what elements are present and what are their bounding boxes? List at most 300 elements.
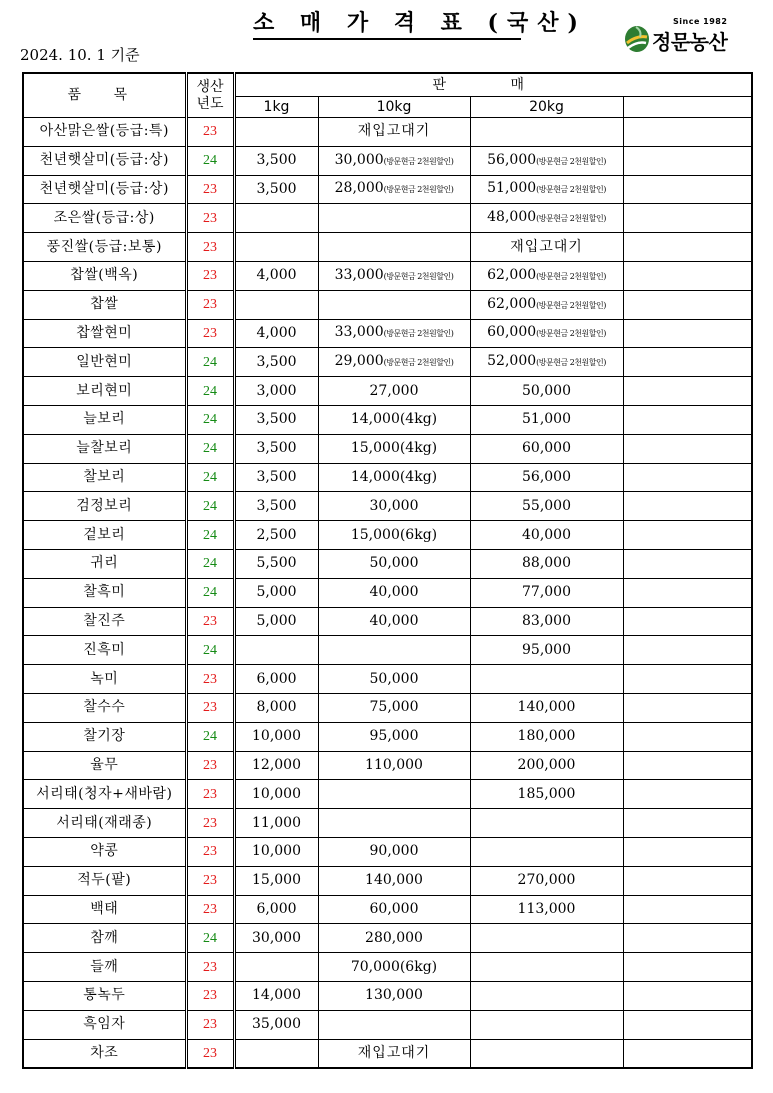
price-10kg	[318, 607, 470, 636]
production-year: 24	[186, 348, 234, 377]
item-name: 일반현미	[23, 348, 186, 377]
price-20kg	[470, 837, 623, 866]
table-row	[23, 924, 752, 953]
item-name: 찹쌀(백옥)	[23, 261, 186, 290]
extra-column	[623, 981, 752, 1010]
cash-discount-note: (방문현금 2천원할인)	[536, 358, 606, 368]
production-year: 23	[186, 290, 234, 319]
production-year: 23	[186, 837, 234, 866]
extra-column	[623, 1039, 752, 1068]
item-name: 천년햇살미(등급:상)	[23, 175, 186, 204]
table-row	[23, 492, 752, 521]
price-1kg	[234, 953, 318, 982]
price-1kg: 3,500	[234, 434, 318, 463]
price-value: 30,000	[369, 497, 419, 514]
item-name: 겉보리	[23, 521, 186, 550]
price-10kg	[318, 549, 470, 578]
table-row	[23, 549, 752, 578]
item-name: 약콩	[23, 837, 186, 866]
table-row	[23, 1010, 752, 1039]
table-row	[23, 809, 752, 838]
extra-column	[623, 866, 752, 895]
price-1kg: 35,000	[234, 1010, 318, 1039]
production-year: 24	[186, 549, 234, 578]
cash-discount-note: (방문현금 2천원할인)	[383, 185, 454, 195]
production-year: 23	[186, 204, 234, 233]
price-10kg	[318, 261, 470, 290]
price-20kg	[470, 348, 623, 377]
production-year: 23	[186, 261, 234, 290]
price-value: 60,000	[522, 440, 571, 457]
price-10kg	[318, 521, 470, 550]
price-value: 180,000	[517, 728, 576, 745]
extra-column	[623, 751, 752, 780]
price-20kg	[470, 463, 623, 492]
item-name: 보리현미	[23, 377, 186, 406]
price-value: 50,000	[369, 670, 419, 687]
table-row	[23, 722, 752, 751]
item-name: 늘찰보리	[23, 434, 186, 463]
price-20kg	[470, 895, 623, 924]
company-logo	[624, 17, 754, 59]
price-1kg: 3,500	[234, 175, 318, 204]
production-year: 24	[186, 405, 234, 434]
price-value: 40,000	[369, 584, 419, 601]
price-10kg	[318, 348, 470, 377]
cash-discount-note: (방문현금 2천원할인)	[383, 358, 454, 368]
price-value: 83,000	[522, 612, 571, 629]
price-value: 70,000(6kg)	[350, 958, 438, 975]
price-value: 280,000	[365, 929, 423, 946]
item-name: 차조	[23, 1039, 186, 1068]
item-name: 진흑미	[23, 636, 186, 665]
price-value: 30,000	[334, 151, 384, 168]
cash-discount-note: (방문현금 2천원할인)	[536, 271, 606, 281]
production-year: 24	[186, 146, 234, 175]
price-10kg	[318, 866, 470, 895]
price-20kg	[470, 521, 623, 550]
item-name: 서리태(재래종)	[23, 809, 186, 838]
price-10kg	[318, 895, 470, 924]
production-year: 24	[186, 722, 234, 751]
header-item: 품 목	[23, 73, 186, 118]
production-year: 23	[186, 607, 234, 636]
price-20kg	[470, 118, 623, 147]
price-value: 51,000	[522, 411, 571, 428]
price-10kg	[318, 693, 470, 722]
header-year-line1: 생산	[196, 78, 224, 95]
price-10kg	[318, 290, 470, 319]
price-20kg	[470, 290, 623, 319]
item-name: 귀리	[23, 549, 186, 578]
price-1kg: 6,000	[234, 665, 318, 694]
price-value: 60,000	[487, 324, 537, 341]
extra-column	[623, 837, 752, 866]
table-row	[23, 319, 752, 348]
price-10kg	[318, 233, 470, 262]
price-10kg	[318, 405, 470, 434]
header-20kg: 20kg	[470, 97, 623, 118]
price-value: 15,000(4kg)	[350, 440, 438, 457]
item-name: 찰흑미	[23, 578, 186, 607]
price-10kg: 재입고대기	[318, 118, 470, 147]
price-10kg	[318, 492, 470, 521]
reference-date: 2024. 10. 1 기준	[20, 46, 140, 64]
price-value: 140,000	[365, 872, 423, 889]
price-20kg	[470, 146, 623, 175]
header-empty	[623, 97, 752, 118]
price-1kg: 6,000	[234, 895, 318, 924]
table-row	[23, 751, 752, 780]
price-1kg: 10,000	[234, 722, 318, 751]
price-20kg	[470, 693, 623, 722]
table-row	[23, 377, 752, 406]
price-value: 140,000	[517, 699, 576, 716]
table-row	[23, 233, 752, 262]
price-1kg: 11,000	[234, 809, 318, 838]
price-10kg: 재입고대기	[318, 1039, 470, 1068]
price-10kg	[318, 377, 470, 406]
price-10kg	[318, 837, 470, 866]
logo-since-text: Since 1982	[673, 17, 728, 26]
item-name: 조은쌀(등급:상)	[23, 204, 186, 233]
extra-column	[623, 377, 752, 406]
table-row	[23, 981, 752, 1010]
cash-discount-note: (방문현금 2천원할인)	[536, 329, 606, 339]
production-year: 23	[186, 665, 234, 694]
extra-column	[623, 204, 752, 233]
price-1kg: 10,000	[234, 837, 318, 866]
price-value: 95,000	[369, 728, 419, 745]
item-name: 흑임자	[23, 1010, 186, 1039]
price-1kg	[234, 204, 318, 233]
header-year-line2: 년도	[196, 95, 224, 112]
extra-column	[623, 924, 752, 953]
table-row	[23, 434, 752, 463]
price-value: 33,000	[334, 266, 384, 283]
price-value: 60,000	[369, 900, 419, 917]
price-value: 95,000	[522, 641, 571, 658]
price-value: 27,000	[369, 382, 419, 399]
production-year: 23	[186, 1010, 234, 1039]
item-name: 찹쌀	[23, 290, 186, 319]
price-20kg	[470, 953, 623, 982]
table-row	[23, 665, 752, 694]
price-20kg	[470, 809, 623, 838]
price-10kg	[318, 204, 470, 233]
price-value: 33,000	[334, 324, 384, 341]
price-table	[22, 72, 753, 1069]
extra-column	[623, 953, 752, 982]
production-year: 23	[186, 693, 234, 722]
table-row	[23, 146, 752, 175]
item-name: 통녹두	[23, 981, 186, 1010]
extra-column	[623, 636, 752, 665]
price-10kg	[318, 175, 470, 204]
price-value: 130,000	[365, 987, 423, 1004]
extra-column	[623, 261, 752, 290]
price-20kg	[470, 319, 623, 348]
price-20kg	[470, 1010, 623, 1039]
item-name: 녹미	[23, 665, 186, 694]
extra-column	[623, 118, 752, 147]
price-value: 55,000	[522, 497, 571, 514]
item-name: 아산맑은쌀(등급:특)	[23, 118, 186, 147]
price-10kg	[318, 146, 470, 175]
extra-column	[623, 578, 752, 607]
table-row	[23, 348, 752, 377]
table-row	[23, 521, 752, 550]
price-1kg	[234, 290, 318, 319]
header-year	[186, 73, 234, 118]
production-year: 24	[186, 377, 234, 406]
price-1kg: 8,000	[234, 693, 318, 722]
price-value: 29,000	[334, 353, 384, 370]
extra-column	[623, 780, 752, 809]
table-row	[23, 1039, 752, 1068]
item-name: 참깨	[23, 924, 186, 953]
table-row	[23, 290, 752, 319]
price-1kg: 3,500	[234, 463, 318, 492]
price-10kg	[318, 722, 470, 751]
price-10kg	[318, 319, 470, 348]
production-year: 23	[186, 1039, 234, 1068]
price-value: 77,000	[522, 584, 571, 601]
table-row	[23, 578, 752, 607]
extra-column	[623, 175, 752, 204]
cash-discount-note: (방문현금 2천원할인)	[383, 156, 454, 166]
production-year: 23	[186, 780, 234, 809]
extra-column	[623, 146, 752, 175]
price-1kg	[234, 233, 318, 262]
price-1kg	[234, 636, 318, 665]
item-name: 찰진주	[23, 607, 186, 636]
extra-column	[623, 405, 752, 434]
price-20kg	[470, 780, 623, 809]
item-name: 율무	[23, 751, 186, 780]
price-1kg	[234, 118, 318, 147]
production-year: 24	[186, 924, 234, 953]
extra-column	[623, 521, 752, 550]
price-1kg: 4,000	[234, 261, 318, 290]
price-value: 50,000	[522, 382, 571, 399]
logo-company-name: 정문농산	[652, 30, 728, 54]
production-year: 23	[186, 319, 234, 348]
extra-column	[623, 607, 752, 636]
price-20kg	[470, 175, 623, 204]
price-value: 28,000	[334, 180, 384, 197]
table-row	[23, 837, 752, 866]
price-20kg	[470, 866, 623, 895]
price-value: 50,000	[369, 555, 419, 572]
item-name: 찰보리	[23, 463, 186, 492]
price-20kg	[470, 722, 623, 751]
extra-column	[623, 434, 752, 463]
price-1kg: 5,000	[234, 607, 318, 636]
table-row	[23, 607, 752, 636]
extra-column	[623, 348, 752, 377]
production-year: 23	[186, 981, 234, 1010]
rice-leaf-icon	[624, 25, 650, 53]
table-row	[23, 953, 752, 982]
cash-discount-note: (방문현금 2천원할인)	[536, 300, 606, 310]
price-value: 15,000(6kg)	[350, 526, 438, 543]
production-year: 24	[186, 578, 234, 607]
header-10kg: 10kg	[318, 97, 470, 118]
production-year: 23	[186, 953, 234, 982]
page-title: 소 매 가 격 표 (국산)	[253, 8, 521, 40]
extra-column	[623, 693, 752, 722]
price-20kg	[470, 924, 623, 953]
price-10kg	[318, 981, 470, 1010]
extra-column	[623, 1010, 752, 1039]
price-1kg: 14,000	[234, 981, 318, 1010]
price-1kg: 30,000	[234, 924, 318, 953]
price-value: 52,000	[487, 353, 537, 370]
table-row	[23, 118, 752, 147]
production-year: 23	[186, 895, 234, 924]
price-value: 40,000	[522, 526, 571, 543]
price-20kg	[470, 434, 623, 463]
price-10kg	[318, 780, 470, 809]
production-year: 23	[186, 233, 234, 262]
price-1kg: 3,500	[234, 348, 318, 377]
item-name: 늘보리	[23, 405, 186, 434]
extra-column	[623, 233, 752, 262]
extra-column	[623, 722, 752, 751]
item-name: 천년햇살미(등급:상)	[23, 146, 186, 175]
production-year: 24	[186, 463, 234, 492]
cash-discount-note: (방문현금 2천원할인)	[536, 156, 606, 166]
extra-column	[623, 665, 752, 694]
price-20kg	[470, 204, 623, 233]
table-row	[23, 463, 752, 492]
item-name: 검정보리	[23, 492, 186, 521]
production-year: 23	[186, 751, 234, 780]
item-name: 들깨	[23, 953, 186, 982]
price-value: 14,000(4kg)	[350, 468, 438, 485]
price-20kg	[470, 578, 623, 607]
price-1kg: 15,000	[234, 866, 318, 895]
cash-discount-note: (방문현금 2천원할인)	[536, 185, 606, 195]
extra-column	[623, 463, 752, 492]
production-year: 23	[186, 809, 234, 838]
cash-discount-note: (방문현금 2천원할인)	[383, 329, 454, 339]
table-row	[23, 175, 752, 204]
price-value: 110,000	[365, 756, 423, 773]
price-10kg	[318, 636, 470, 665]
table-row	[23, 636, 752, 665]
price-10kg	[318, 953, 470, 982]
item-name: 적두(팥)	[23, 866, 186, 895]
price-20kg	[470, 261, 623, 290]
header-sales: 판 매	[234, 73, 752, 97]
price-10kg	[318, 463, 470, 492]
cash-discount-note: (방문현금 2천원할인)	[536, 214, 606, 224]
table-row	[23, 405, 752, 434]
price-value: 14,000(4kg)	[350, 411, 438, 428]
price-20kg	[470, 549, 623, 578]
production-year: 24	[186, 521, 234, 550]
price-value: 48,000	[487, 209, 537, 226]
table-row	[23, 204, 752, 233]
price-20kg	[470, 981, 623, 1010]
price-1kg	[234, 1039, 318, 1068]
price-1kg: 3,500	[234, 492, 318, 521]
price-20kg	[470, 405, 623, 434]
table-row	[23, 693, 752, 722]
price-1kg: 10,000	[234, 780, 318, 809]
item-name: 백태	[23, 895, 186, 924]
price-20kg	[470, 377, 623, 406]
table-row	[23, 780, 752, 809]
price-value: 56,000	[487, 151, 537, 168]
price-value: 270,000	[517, 872, 576, 889]
price-1kg: 5,500	[234, 549, 318, 578]
production-year: 23	[186, 866, 234, 895]
item-name: 찰기장	[23, 722, 186, 751]
extra-column	[623, 809, 752, 838]
extra-column	[623, 895, 752, 924]
item-name: 풍진쌀(등급:보통)	[23, 233, 186, 262]
price-20kg: 재입고대기	[470, 233, 623, 262]
table-row	[23, 866, 752, 895]
price-value: 113,000	[517, 900, 576, 917]
production-year: 23	[186, 118, 234, 147]
price-value: 88,000	[522, 555, 571, 572]
price-10kg	[318, 1010, 470, 1039]
price-value: 40,000	[369, 612, 419, 629]
price-10kg	[318, 924, 470, 953]
extra-column	[623, 492, 752, 521]
price-20kg	[470, 1039, 623, 1068]
header-1kg: 1kg	[234, 97, 318, 118]
price-1kg: 3,500	[234, 146, 318, 175]
cash-discount-note: (방문현금 2천원할인)	[383, 271, 454, 281]
price-1kg: 5,000	[234, 578, 318, 607]
price-10kg	[318, 665, 470, 694]
extra-column	[623, 319, 752, 348]
table-row	[23, 895, 752, 924]
price-10kg	[318, 578, 470, 607]
price-value: 200,000	[517, 756, 576, 773]
price-1kg: 3,000	[234, 377, 318, 406]
production-year: 24	[186, 492, 234, 521]
price-value: 51,000	[487, 180, 537, 197]
item-name: 서리태(청자+새바람)	[23, 780, 186, 809]
price-20kg	[470, 665, 623, 694]
price-10kg	[318, 751, 470, 780]
production-year: 24	[186, 434, 234, 463]
extra-column	[623, 290, 752, 319]
price-1kg: 2,500	[234, 521, 318, 550]
price-20kg	[470, 607, 623, 636]
production-year: 23	[186, 175, 234, 204]
price-value: 75,000	[369, 699, 419, 716]
production-year: 24	[186, 636, 234, 665]
price-20kg	[470, 751, 623, 780]
price-value: 90,000	[369, 843, 419, 860]
item-name: 찹쌀현미	[23, 319, 186, 348]
price-value: 62,000	[487, 266, 537, 283]
price-1kg: 12,000	[234, 751, 318, 780]
table-row	[23, 261, 752, 290]
price-1kg: 4,000	[234, 319, 318, 348]
price-10kg	[318, 434, 470, 463]
price-10kg	[318, 809, 470, 838]
price-value: 62,000	[487, 295, 537, 312]
price-value: 56,000	[522, 468, 571, 485]
